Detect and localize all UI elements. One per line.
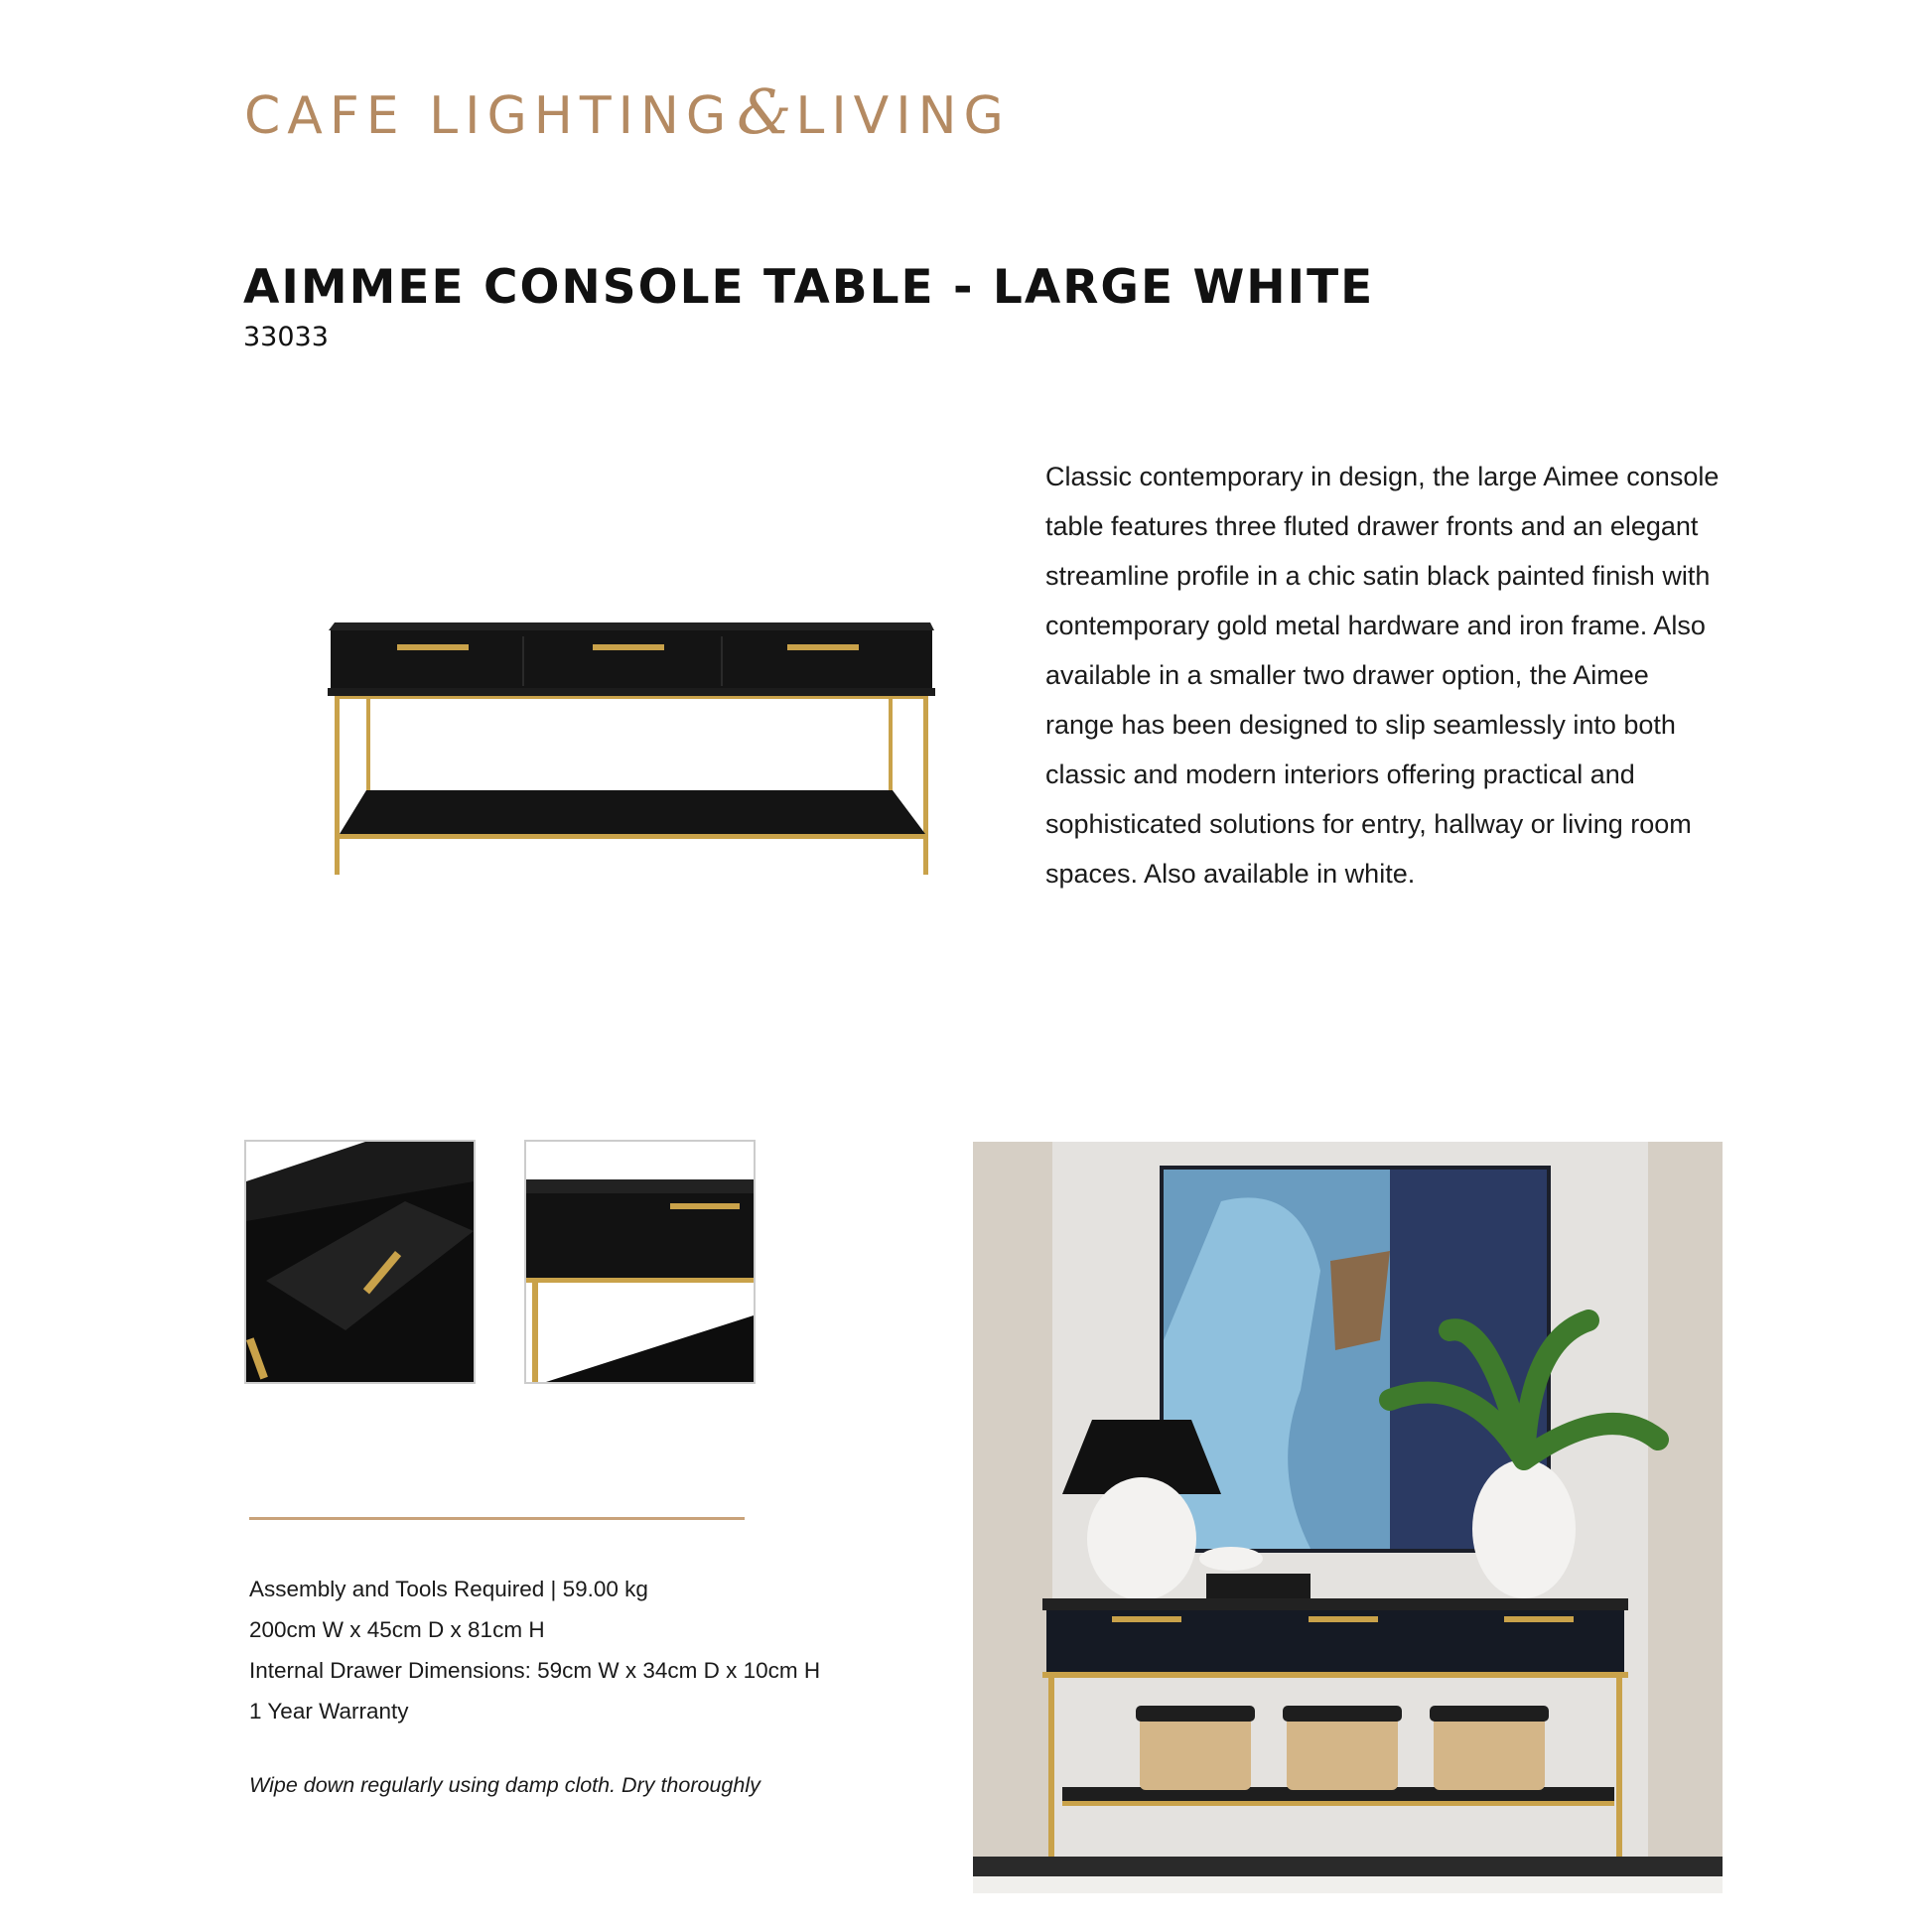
spec-assembly-weight: Assembly and Tools Required | 59.00 kg — [249, 1577, 648, 1601]
product-title: AIMMEE CONSOLE TABLE - LARGE WHITE — [243, 260, 1375, 315]
thumbnail-drawer-open[interactable] — [244, 1140, 476, 1384]
logo-text-right: LIVING — [795, 86, 1011, 146]
logo-ampersand: & — [737, 75, 792, 148]
logo-text-left: CAFE LIGHTING — [244, 86, 734, 146]
spec-drawer-dimensions: Internal Drawer Dimensions: 59cm W x 34cm D x 10cm H — [249, 1658, 821, 1683]
spec-dimensions: 200cm W x 45cm D x 81cm H — [249, 1617, 545, 1642]
product-sku: 33033 — [243, 322, 329, 352]
thumbnail-drawer-detail[interactable] — [524, 1140, 756, 1384]
spec-warranty: 1 Year Warranty — [249, 1699, 409, 1724]
brand-logo — [244, 75, 1011, 148]
product-image-console-table — [325, 611, 940, 889]
divider-rule — [249, 1517, 745, 1520]
care-instructions: Wipe down regularly using damp cloth. Dry thoroughly — [249, 1773, 760, 1797]
lifestyle-room-photo — [973, 1142, 1723, 1893]
product-description: Classic contemporary in design, the large Aimee console table features three fluted drawer fronts and an elegant streamline profile in a chic satin black painted finish with contemporary gold metal hardware and iron frame. Also available in a smaller two drawer option, the Aimee range has been designed to slip seamlessly into both classic and modern interiors offering practical and sophisticated solutions for entry, hallway or living room spaces. Also available in white. — [1045, 462, 1720, 889]
